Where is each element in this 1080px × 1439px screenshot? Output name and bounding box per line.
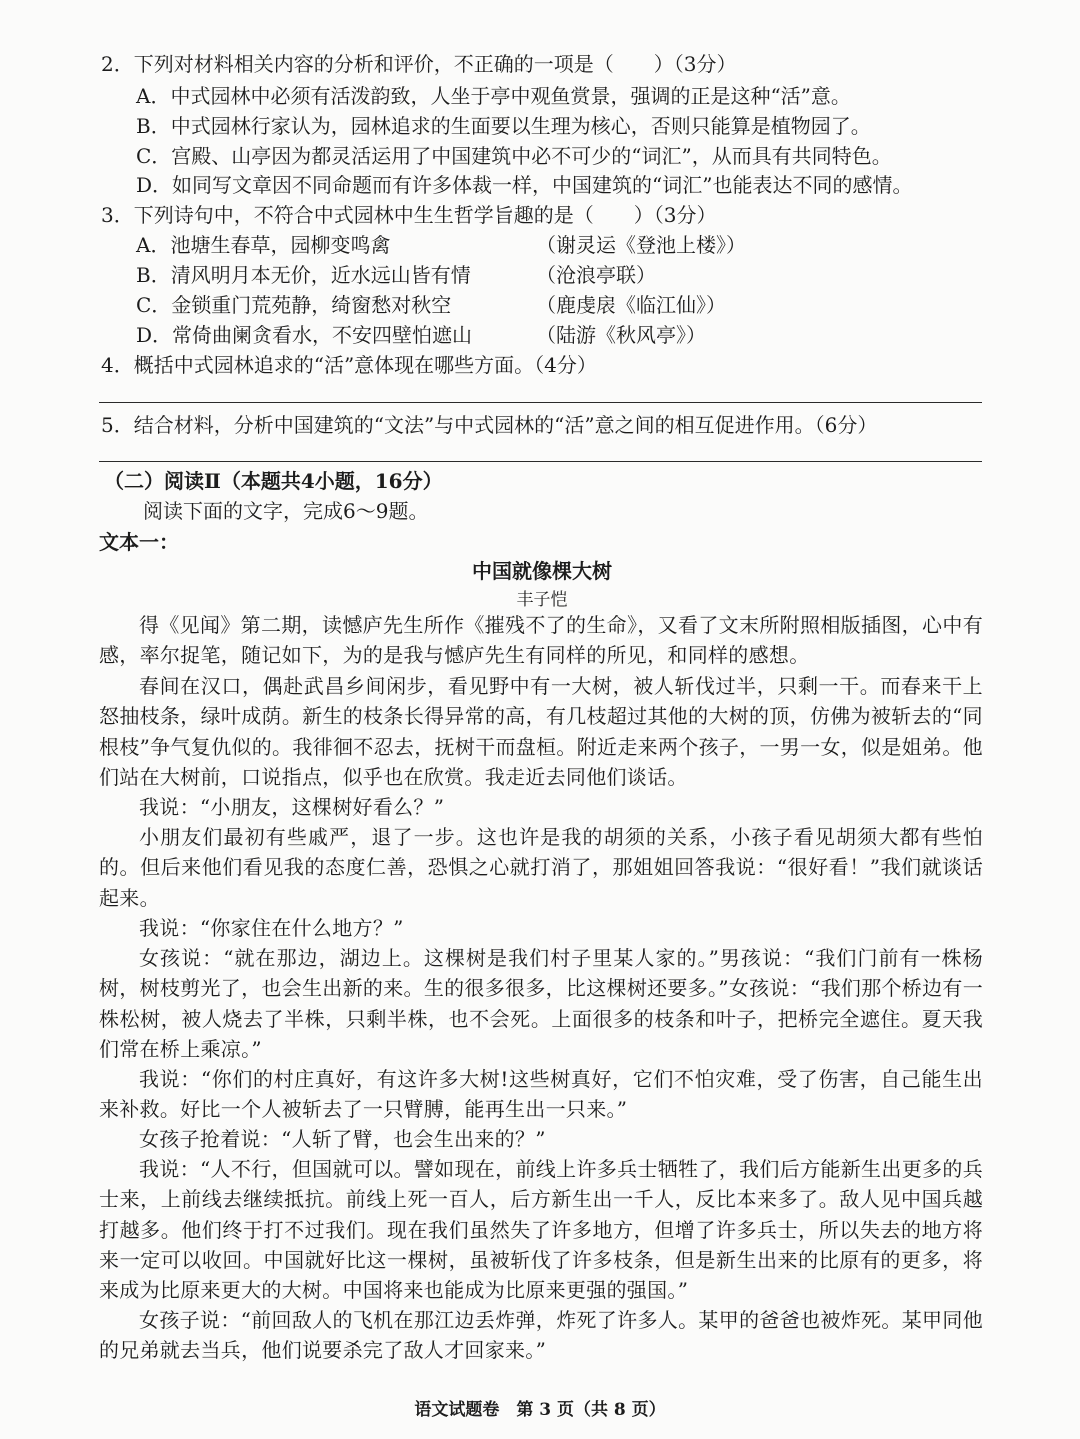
question-3-option-a [136, 231, 986, 259]
answer-line [99, 402, 982, 403]
question-2-option-b: B．中式园林行家认为，园林追求的生面要以生理为核心，否则只能算是植物园了。 [136, 114, 871, 138]
question-2-option-d: D．如同写文章因不同命题而有许多体裁一样，中国建筑的“词汇”也能表达不同的感情。 [136, 173, 913, 197]
article-paragraph: 女孩说：“就在那边，湖边上。这棵树是我们村子里某人家的。”男孩说：“我们门前有一株杨树，树枝剪光了，也会生出新的来。生的很多很多，比这棵树还要多。”女孩说：“我们那个桥边有一株松树，被人烧去了半株，只剩半株，也不会死。上面很多的枝条和叶子，把桥完全遮住。夏天我们常在桥上乘凉。” [99, 946, 983, 1061]
article-paragraph: 春间在汉口，偶赴武昌乡间闲步，看见野中有一大树，被人斩伐过半，只剩一干。而春来干上怒抽枝条，绿叶成荫。新生的枝条长得异常的高，有几枝超过其他的大树的顶，仿佛为被斩去的“同根枝”争气复仇似的。我徘徊不忍去，抚树干而盘桓。附近走来两个孩子，一男一女，似是姐弟。他们站在大树前，口说指点，似乎也在欣赏。我走近去同他们谈话。 [99, 674, 983, 789]
article-paragraph: 女孩子抢着说：“人斩了臂，也会生出来的？” [139, 1127, 546, 1151]
article-paragraph: 女孩子说：“前回敌人的飞机在那江边丢炸弹，炸死了许多人。某甲的爸爸也被炸死。某甲同他的兄弟就去当兵，他们说要杀完了敌人才回家来。” [99, 1308, 983, 1363]
option-source: （陆游《秋风亭》） [536, 323, 706, 347]
question-2-option-c: C．宫殿、山亭因为都灵活运用了中国建筑中必不可少的“词汇”，从而具有共同特色。 [136, 144, 892, 168]
option-source: （鹿虔扆《临江仙》） [536, 293, 726, 317]
article-author: 丰子恺 [516, 590, 568, 610]
question-2-stem: 2．下列对材料相关内容的分析和评价，不正确的一项是（ ）（3分） [101, 52, 737, 76]
question-5: 5．结合材料，分析中国建筑的“文法”与中式园林的“活”意之间的相互促进作用。（6分） [101, 413, 878, 437]
section-instruction: 阅读下面的文字，完成6～9题。 [143, 499, 429, 523]
article-paragraph: 我说：“你家住在什么地方？” [139, 916, 404, 940]
option-source: （沧浪亭联） [536, 263, 656, 287]
option-text: B．清风明月本无价，近水远山皆有情 [136, 263, 471, 287]
option-text: C．金锁重门荒苑静，绮窗愁对秋空 [136, 293, 452, 317]
question-3-option-c [136, 291, 986, 319]
question-3-stem: 3．下列诗句中，不符合中式园林中生生哲学旨趣的是（ ）（3分） [101, 203, 717, 227]
article-paragraph: 我说：“你们的村庄真好，有这许多大树!这些树真好，它们不怕灾难，受了伤害，自己能生出来补救。好比一个人被斩去了一只臂膊，能再生出一只来。” [99, 1067, 983, 1122]
question-3-option-d [136, 321, 986, 349]
option-source: （谢灵运《登池上楼》） [536, 233, 746, 257]
article-paragraph: 得《见闻》第二期，读憾庐先生所作《摧残不了的生命》，又看了文末所附照相版插图，心中有感，率尔捉笔，随记如下，为的是我与憾庐先生有同样的所见，和同样的感想。 [99, 613, 983, 668]
question-4: 4．概括中式园林追求的“活”意体现在哪些方面。（4分） [101, 353, 597, 377]
text-label: 文本一： [99, 530, 179, 554]
answer-line [99, 461, 982, 462]
option-text: A．池塘生春草，园柳变鸣禽 [136, 233, 391, 257]
section-heading: （二）阅读Ⅱ（本题共4小题，16分） [104, 469, 443, 493]
question-2-option-a: A．中式园林中必须有活泼韵致，人坐于亭中观鱼赏景，强调的正是这种“活”意。 [136, 84, 851, 108]
article-paragraph: 我说：“小朋友，这棵树好看么？” [139, 795, 445, 819]
question-3-option-b [136, 261, 986, 289]
article-paragraph: 我说：“人不行，但国就可以。譬如现在，前线上许多兵士牺牲了，我们后方能新生出更多的兵士来，上前线去继续抵抗。前线上死一百人，后方新生出一千人，反比本来多了。敌人见中国兵越打越多。他们终于打不过我们。现在我们虽然失了许多地方，但增了许多兵士，所以失去的地方将来一定可以收回。中国就好比这一棵树，虽被斩伐了许多枝条，但是新生出来的比原有的更多，将来成为比原来更大的大树。中国将来也能成为比原来更强的强国。” [99, 1157, 983, 1303]
article-title: 中国就像棵大树 [472, 559, 612, 583]
page-footer: 语文试题卷 第 3 页（共 8 页） [414, 1400, 666, 1420]
article-paragraph: 小朋友们最初有些戚严，退了一步。这也许是我的胡须的关系，小孩子看见胡须大都有些怕的。但后来他们看见我的态度仁善，恐惧之心就打消了，那姐姐回答我说：“很好看！”我们就谈话起来。 [99, 825, 983, 910]
option-text: D．常倚曲阑贪看水，不安四壁怕遮山 [136, 323, 473, 347]
